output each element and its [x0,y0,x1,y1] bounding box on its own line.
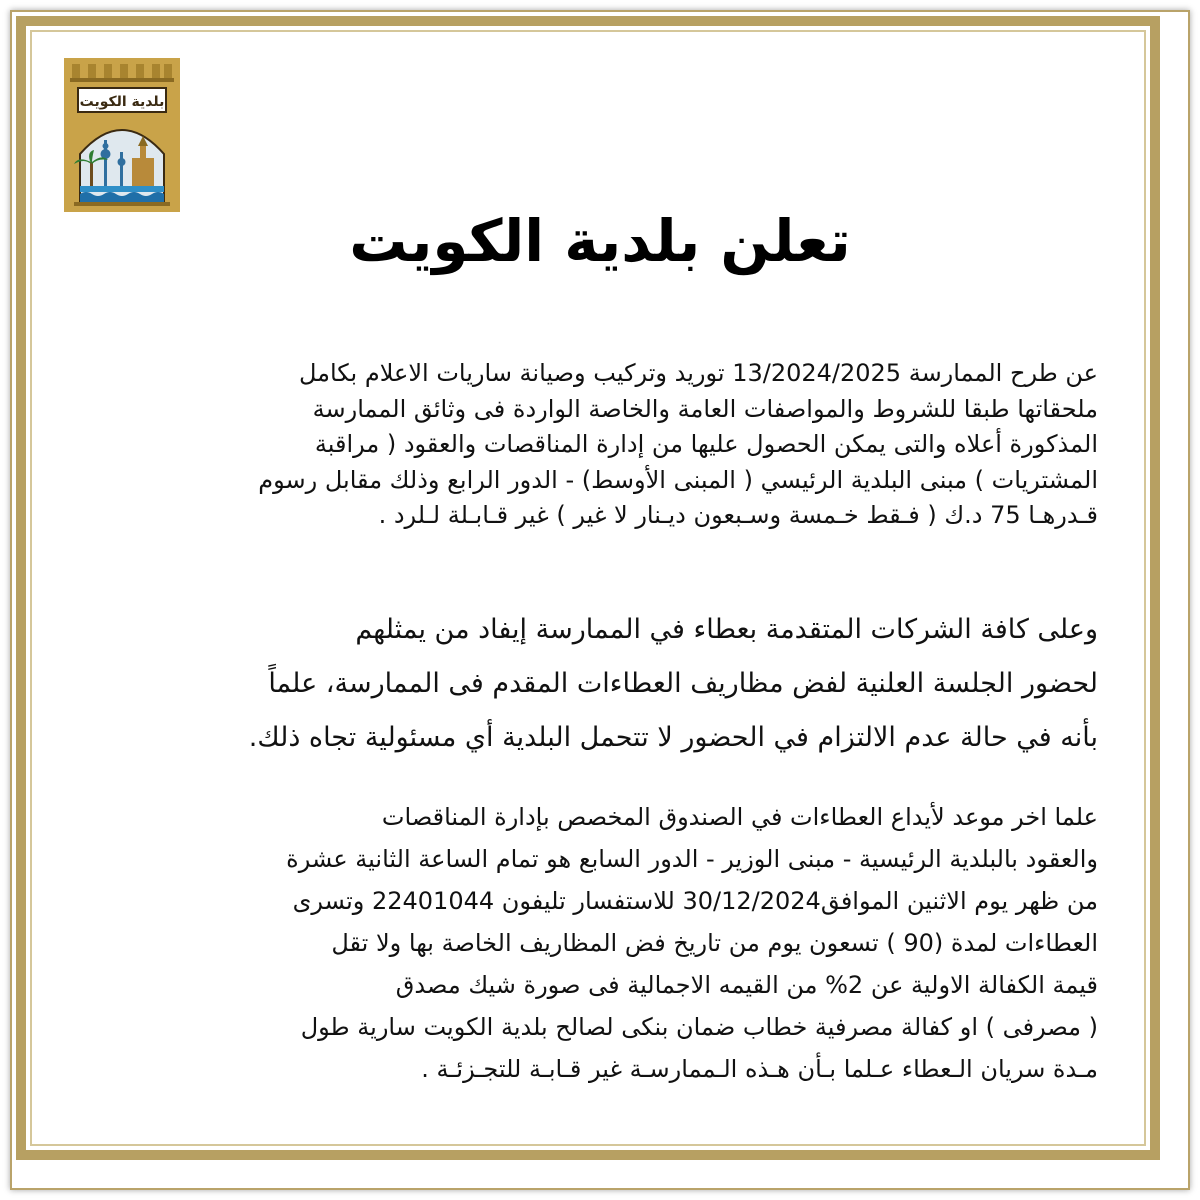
paragraph-line: والعقود بالبلدية الرئيسية - مبنى الوزير - الدور السابع هو تمام الساعة الثانية عشرة [286,845,1098,873]
logo-label: بلدية الكويت [79,94,165,110]
paragraph-line: العطاءات لمدة (90 ) تسعون يوم من تاريخ فض المظاريف الخاصة بها ولا تقل [331,929,1098,957]
paragraph-line: قيمة الكفالة الاولية عن 2% من القيمه الاجمالية فى صورة شيك مصدق [395,971,1098,999]
paragraph-line: مـدة سريان الـعطاء عـلما بـأن هـذه الـممارسـة غير قـابـة للتجـزئـة . [421,1055,1098,1083]
deadline-details-paragraph [96,796,1098,1090]
paragraph-line: لحضور الجلسة العلنية لفض مظاريف العطاءات المقدم فى الممارسة، علماً [268,668,1098,699]
paragraph-line: علما اخر موعد لأيداع العطاءات في الصندوق المخصص بإدارة المناقصات [381,803,1098,831]
paragraph-line: بأنه في حالة عدم الالتزام في الحضور لا تتحمل البلدية أي مسئولية تجاه ذلك. [248,722,1098,753]
tender-announcement-paragraph [96,356,1098,534]
paragraph-line: وعلى كافة الشركات المتقدمة بعطاء في الممارسة إيفاد من يمثلهم [355,614,1098,645]
paragraph-line: ( مصرفى ) او كفالة مصرفية خطاب ضمان بنكى لصالح بلدية الكويت سارية طول [300,1013,1098,1041]
paragraph-line: عن طرح الممارسة 13/2024/2025 توريد وتركيب وصيانة ساريات الاعلام بكامل [298,359,1098,387]
paragraph-line: المشتريات ) مبنى البلدية الرئيسي ( المبنى الأوسط) - الدور الرابع وذلك مقابل رسوم [258,465,1098,494]
paragraph-line: المذكورة أعلاه والتى يمكن الحصول عليها من إدارة المناقصات والعقود ( مراقبة [314,430,1098,459]
paragraph-line: من ظهر يوم الاثنين الموافق30/12/2024 للاستفسار تليفون 22401044 وتسرى [292,887,1098,915]
page-title: تعلن بلدية الكويت [349,207,851,275]
paragraph-line: قـدرهـا 75 د.ك ( فـقط خـمسة وسـبعون ديـنار لا غير ) غير قـابـلة لـلرد . [378,501,1098,530]
attendance-notice-paragraph [96,603,1098,765]
kuwait-municipality-logo [64,58,180,212]
paragraph-line: ملحقاتها طبقا للشروط والمواصفات العامة والخاصة الواردة فى وثائق الممارسة [312,394,1098,423]
